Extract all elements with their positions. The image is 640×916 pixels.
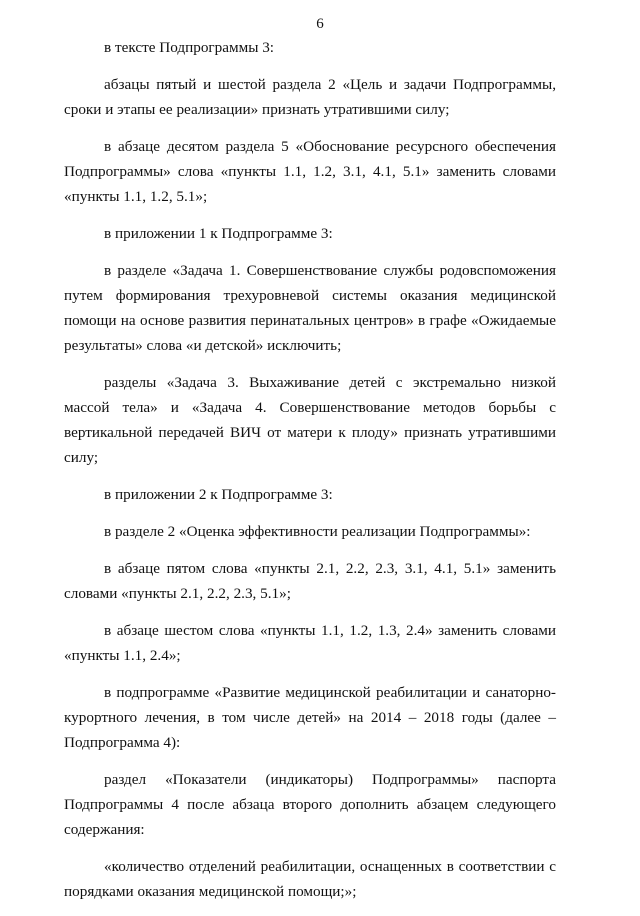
paragraph: раздел «Показатели (индикаторы) Подпрограммы» паспорта Подпрограммы 4 после абзаца второго дополнить абзацем следующего содержания: — [64, 771, 556, 838]
paragraph: в разделе «Задача 1. Совершенствование службы родовспоможения путем формирования трехуровневой системы оказания медицинской помощи на основе развития перинатальных центров» в графе «Ожидаемые результаты» слова «и детской» исключить; — [64, 262, 556, 354]
paragraph: в абзаце шестом слова «пункты 1.1, 1.2, 1.3, 2.4» заменить словами «пункты 1.1, 2.4»; — [64, 622, 556, 664]
paragraph: в абзаце десятом раздела 5 «Обоснование ресурсного обеспечения Подпрограммы» слова «пункты 1.1, 1.2, 3.1, 4.1, 5.1» заменить словами «пункты 1.1, 1.2, 5.1»; — [64, 138, 556, 205]
paragraph: в подпрограмме «Развитие медицинской реабилитации и санаторно-курортного лечения, в том числе детей» на 2014 – 2018 годы (далее – Подпрограмма 4): — [64, 684, 556, 751]
paragraph: разделы «Задача 3. Выхаживание детей с экстремально низкой массой тела» и «Задача 4. Совершенствование методов борьбы с вертикальной передачей ВИЧ от матери к плоду» признать утратившими силу; — [64, 374, 556, 466]
paragraph: «количество отделений реабилитации, оснащенных в соответствии с порядками оказания медицинской помощи;»; — [64, 858, 556, 900]
paragraph: в разделе 2 «Оценка эффективности реализации Подпрограммы»: — [104, 523, 531, 540]
paragraph: в тексте Подпрограммы 3: — [104, 39, 275, 56]
paragraph: в абзаце пятом слова «пункты 2.1, 2.2, 2.3, 3.1, 4.1, 5.1» заменить словами «пункты 2.1, 2.2, 2.3, 5.1»; — [64, 560, 556, 602]
paragraph: в приложении 2 к Подпрограмме 3: — [104, 486, 333, 503]
paragraph: в приложении 1 к Подпрограмме 3: — [104, 225, 333, 242]
paragraph: абзацы пятый и шестой раздела 2 «Цель и задачи Подпрограммы, сроки и этапы ее реализации» признать утратившими силу; — [64, 76, 556, 118]
document-body — [64, 35, 556, 916]
page-number: 6 — [316, 16, 324, 32]
